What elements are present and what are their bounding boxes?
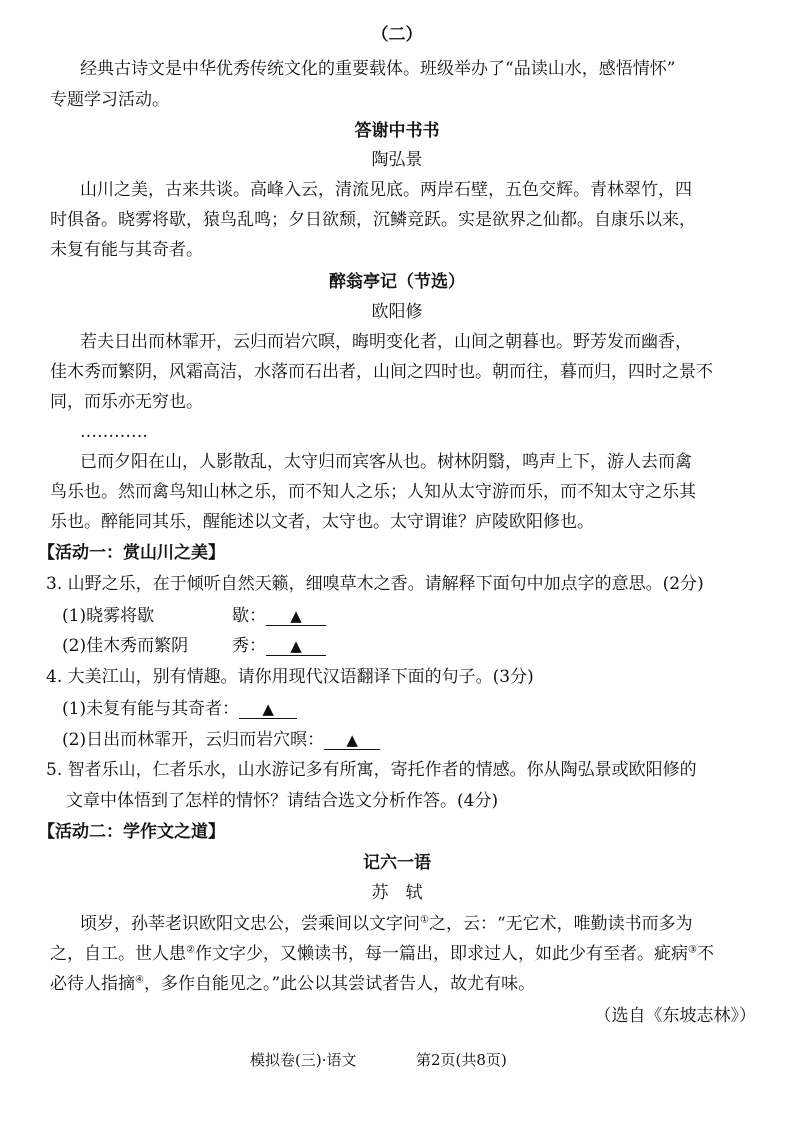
- q3-item1-blank[interactable]: ▲: [266, 607, 326, 626]
- text2-line-6: 鸟乐也。然而禽鸟知山林之乐，而不知人之乐；人知从太守游而乐，而不知太守之乐其: [50, 482, 696, 502]
- text2-author: 欧阳修: [371, 302, 423, 322]
- q3-stem: 3. 山野之乐，在于倾听自然天籁，细嗅草木之香。请解释下面句中加点字的意思。(2分): [46, 574, 704, 594]
- text1-line-2: 时俱备。晓雾将歇，猿鸟乱鸣；夕日欲颓，沉鳞竞跃。实是欲界之仙都。自康乐以来，: [50, 210, 696, 230]
- footnote-marker-1: ①: [420, 914, 429, 926]
- text2-line-1: 若夫日出而林霏开，云归而岩穴暝，晦明变化者，山间之朝暮也。野芳发而幽香，: [80, 332, 692, 352]
- q3-item2-answer: [232, 634, 326, 658]
- activity1-heading: 【活动一：赏山川之美】: [38, 543, 225, 563]
- intro-line-1: 经典古诗文是中华优秀传统文化的重要载体。班级举办了“品读山水，感悟情怀”: [80, 59, 676, 79]
- text2-ellipsis: …………: [80, 422, 148, 442]
- footnote-marker-2: ②: [186, 944, 195, 956]
- text2-title: 醉翁亭记（节选）: [329, 272, 465, 292]
- text2-line-5: 已而夕阳在山，人影散乱，太守归而宾客从也。树林阴翳，鸣声上下，游人去而禽: [80, 452, 692, 472]
- text3-title: 记六一语: [363, 853, 431, 873]
- q4-item1-label: (1)未复有能与其奇者：: [62, 699, 240, 719]
- q3-item1-answer: [232, 604, 326, 628]
- q3-item-2: [62, 634, 188, 658]
- footnote-marker-4: ④: [135, 974, 144, 986]
- q4-item1-blank[interactable]: ▲: [239, 700, 297, 719]
- q4-item-1: [62, 697, 297, 721]
- text1-line-3: 未复有能与其奇者。: [50, 240, 203, 260]
- text3-line2-part-a: 之，自工。世人患: [50, 944, 186, 964]
- q4-item-2: [62, 728, 380, 752]
- q4-stem: 4. 大美江山，别有情趣。请你用现代汉语翻译下面的句子。(3分): [46, 667, 534, 687]
- text3-line2-part-c: 不: [696, 944, 714, 964]
- q5-line-1: 5. 智者乐山，仁者乐水，山水游记多有所寓，寄托作者的情感。你从陶弘景或欧阳修的: [46, 760, 697, 780]
- q3-item1-key: 歇：: [232, 606, 266, 626]
- text1-title: 答谢中书书: [354, 121, 440, 141]
- q5-line-2: 文章中体悟到了怎样的情怀？请结合选文分析作答。(4分): [66, 791, 499, 811]
- text3-line2-part-b: 作文字少，又懒读书，每一篇出，即求过人，如此少有至者。疵病: [194, 944, 688, 964]
- q4-item2-blank[interactable]: ▲: [324, 731, 380, 750]
- text3-author: 苏 轼: [371, 883, 423, 903]
- text3-line-3: [50, 972, 535, 996]
- text3-line1-part-b: 之，云：“无它术，唯勤读书而多为: [428, 914, 693, 934]
- q3-item2-key: 秀：: [232, 636, 266, 656]
- q3-item1-label: (1)晓雾将歇: [62, 606, 155, 626]
- text3-line-1: [80, 912, 693, 936]
- text3-line1-part-a: 顷岁，孙莘老识欧阳文忠公，尝乘间以文字问: [80, 914, 420, 934]
- text1-author: 陶弘景: [371, 150, 423, 170]
- q3-item2-blank[interactable]: ▲: [266, 637, 326, 656]
- text3-line-2: [50, 942, 714, 966]
- text3-line3-part-b: ，多作自能见之。”此公以其尝试者告人，故尤有味。: [143, 974, 536, 994]
- footnote-marker-3: ③: [687, 944, 697, 956]
- footer-page-number: 第2页(共8页): [416, 1051, 507, 1069]
- intro-line-2: 专题学习活动。: [50, 90, 169, 110]
- text3-line3-part-a: 必待人指摘: [50, 974, 135, 994]
- section-label: （二）: [371, 25, 423, 45]
- activity2-heading: 【活动二：学作文之道】: [38, 822, 225, 842]
- text2-line-3: 同，而乐亦无穷也。: [50, 392, 203, 412]
- text2-line-2: 佳木秀而繁阴，风霜高洁，水落而石出者，山间之四时也。朝而往，暮而归，四时之景不: [50, 362, 713, 382]
- q4-item2-label: (2)日出而林霏开，云归而岩穴暝：: [62, 730, 325, 750]
- q3-item2-label: (2)佳木秀而繁阴: [62, 636, 189, 656]
- footer-exam-title: 模拟卷(三)·语文: [250, 1051, 357, 1069]
- text1-line-1: 山川之美，古来共谈。高峰入云，清流见底。两岸石壁，五色交辉。青林翠竹，四: [80, 180, 692, 200]
- q3-item-1: [62, 604, 154, 628]
- text3-source: （选自《东坡志林》）: [594, 1006, 756, 1026]
- text2-line-7: 乐也。醉能同其乐，醒能述以文者，太守也。太守谓谁？庐陵欧阳修也。: [50, 512, 594, 532]
